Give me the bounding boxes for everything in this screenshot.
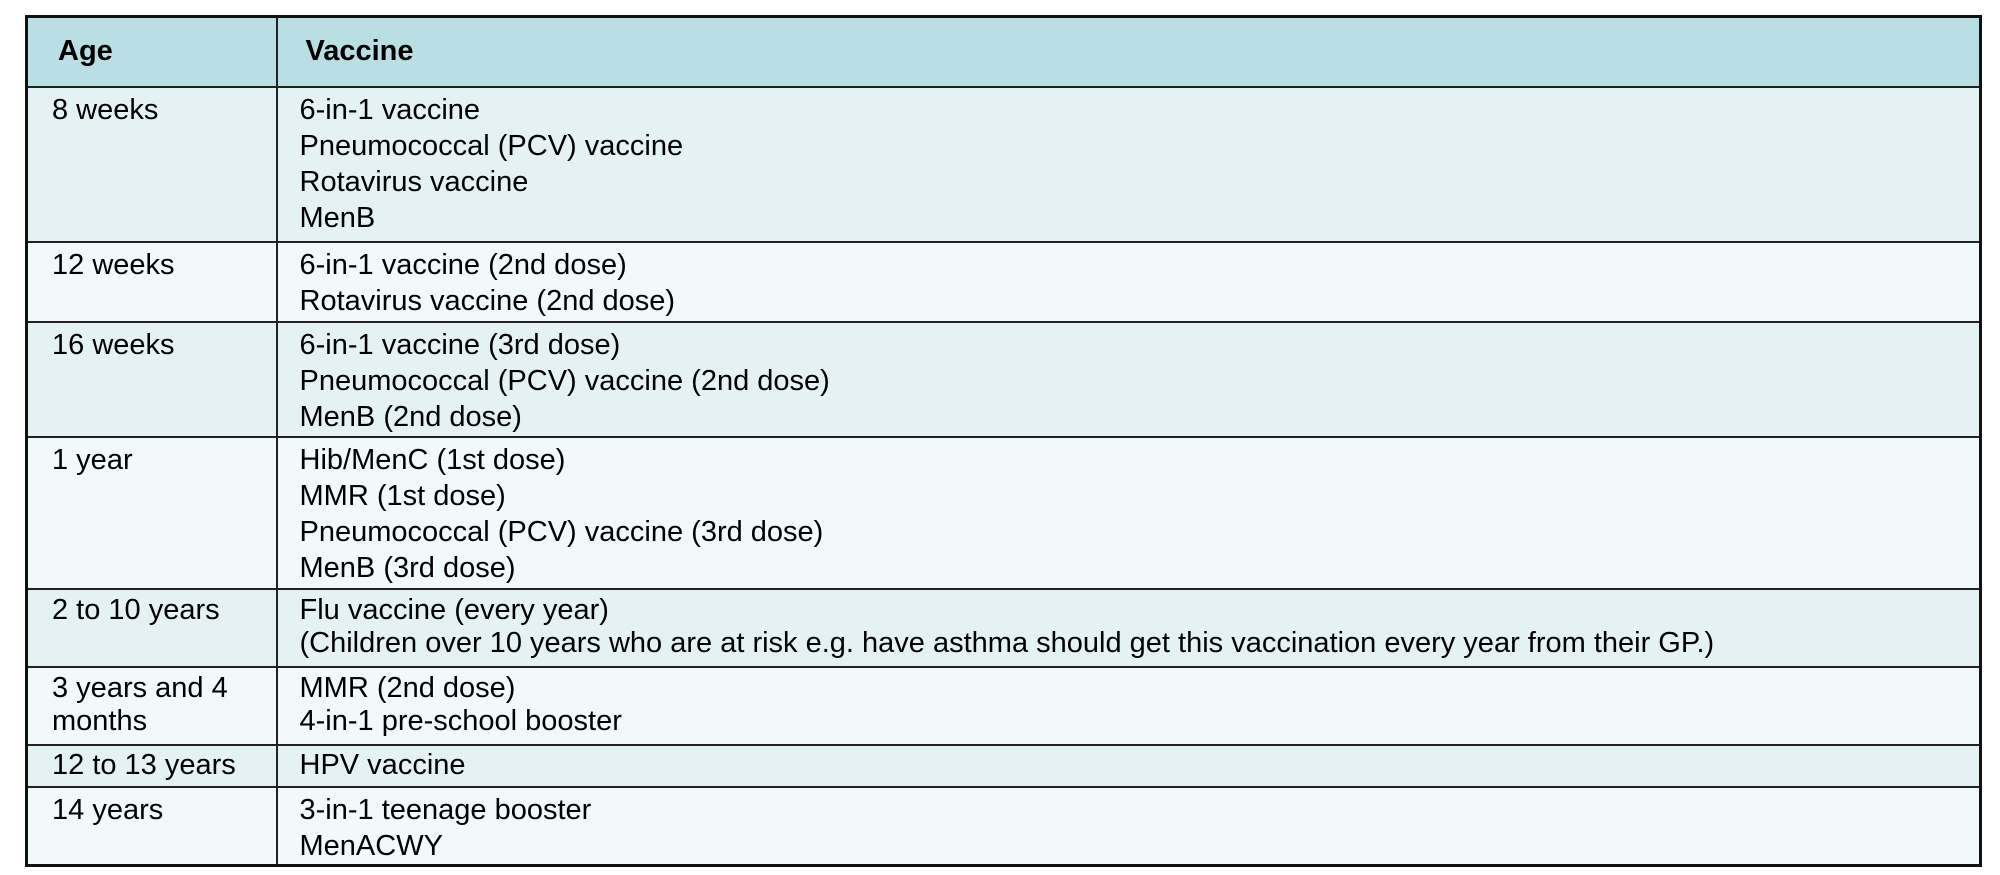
vaccine-item: Pneumococcal (PCV) vaccine (2nd dose) [299,364,830,397]
vaccine-cell [277,787,1981,866]
vaccine-item: HPV vaccine [299,748,466,781]
vaccine-column-header: Vaccine [277,17,1981,87]
table-row [27,589,1981,667]
vaccine-item: 6-in-1 vaccine (2nd dose) [299,248,627,281]
vaccine-item: Pneumococcal (PCV) vaccine (3rd dose) [299,515,824,548]
age-column-header: Age [27,17,277,87]
vaccine-item: MenACWY [299,829,443,862]
vaccine-item: MenB (2nd dose) [299,400,522,433]
age-cell: 16 weeks [27,322,277,437]
table-row [27,322,1981,437]
age-cell: 12 to 13 years [27,745,277,787]
vaccine-cell [277,242,1981,322]
age-cell: 12 weeks [27,242,277,322]
vaccine-item: Rotavirus vaccine (2nd dose) [299,284,676,317]
vaccine-cell [277,667,1981,745]
vaccine-item: 4-in-1 pre-school booster [299,704,622,737]
header-row [27,17,1981,87]
vaccine-item: Flu vaccine (every year) [299,593,609,626]
vaccine-cell [277,589,1981,667]
table-row [27,787,1981,866]
vaccine-item: MenB [299,201,376,234]
vaccine-item: 6-in-1 vaccine [299,93,481,126]
vaccine-item: MenB (3rd dose) [299,551,516,584]
age-cell: 3 years and 4 months [27,667,277,745]
vaccine-item: Rotavirus vaccine [299,165,529,198]
vaccine-cell [277,437,1981,589]
vaccine-item: 6-in-1 vaccine (3rd dose) [299,328,621,361]
vaccine-item: MMR (2nd dose) [299,671,516,704]
vaccine-cell [277,87,1981,242]
age-cell: 1 year [27,437,277,589]
table-row [27,745,1981,787]
vaccine-note: (Children over 10 years who are at risk e.g. have asthma should get this vaccination every year from their GP.) [299,626,1715,659]
table-row [27,667,1981,745]
vaccine-item: Hib/MenC (1st dose) [299,443,566,476]
vaccine-cell [277,745,1981,787]
age-cell: 8 weeks [27,87,277,242]
table-row [27,437,1981,589]
vaccine-item: Pneumococcal (PCV) vaccine [299,129,684,162]
vaccine-item: MMR (1st dose) [299,479,506,512]
vaccination-schedule-table [25,15,1982,867]
table-header [27,17,1981,87]
age-cell: 14 years [27,787,277,866]
table-body [27,87,1981,866]
vaccine-item: 3-in-1 teenage booster [299,793,592,826]
table-row [27,87,1981,242]
vaccine-cell [277,322,1981,437]
age-cell: 2 to 10 years [27,589,277,667]
table-row [27,242,1981,322]
